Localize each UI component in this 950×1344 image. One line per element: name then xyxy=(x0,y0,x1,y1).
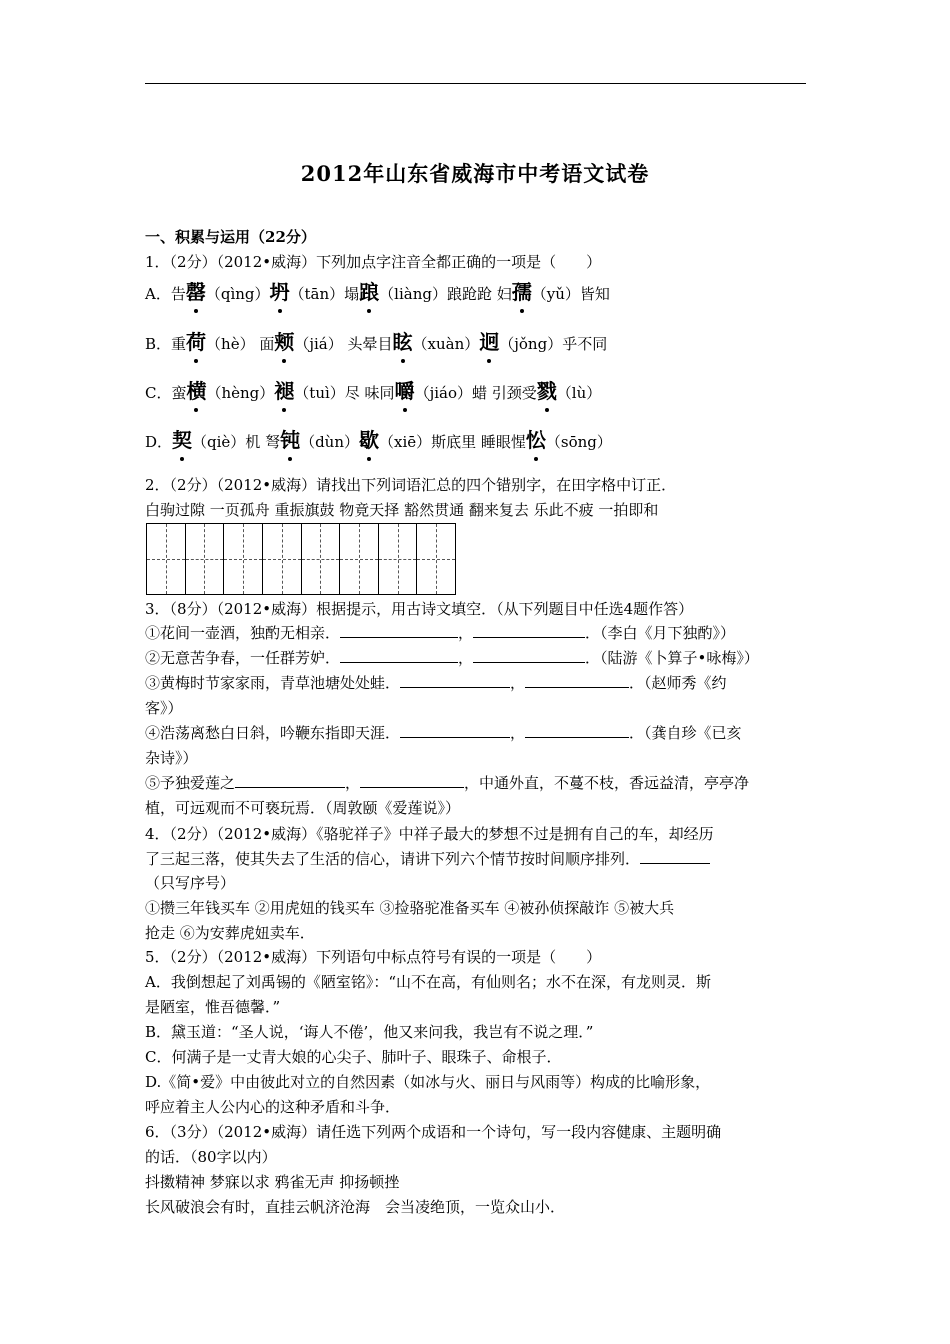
q3-item-2: ②无意苦争春，一任群芳妒． ， ．（陆游《卜算子•咏梅》） xyxy=(145,649,759,667)
q2-words: 白驹过隙 一页孤舟 重振旗鼓 物竟天择 豁然贯通 翻来复去 乐此不疲 一拍即和 xyxy=(145,501,659,519)
answer-blank[interactable] xyxy=(473,623,585,638)
q1-option-c: C．蛮横（hèng）褪（tuì）尽 味同嚼（jiáo）蜡 引颈受戮（lù） xyxy=(145,379,602,403)
grid-cell[interactable] xyxy=(223,523,262,595)
q3-item-3-cont: 客》） xyxy=(145,699,183,717)
q4-line-2: 了三起三落，使其失去了生活的信心，请讲下列六个情节按时间顺序排列． xyxy=(145,848,710,870)
q3-stem: 3．（8分）（2012•威海）根据提示，用古诗文填空．（从下列题目中任选4题作答） xyxy=(145,600,694,618)
q3-item-5-cont: 植，可远观而不可亵玩焉．（周敦颐《爱莲说》） xyxy=(145,799,461,817)
q2-stem: 2．（2分）（2012•威海）请找出下列词语汇总的四个错别字，在田字格中订正． xyxy=(145,476,677,494)
q5-option-d: D.《简•爱》中由彼此对立的自然因素（如冰与火、丽日与风雨等）构成的比喻形象， xyxy=(145,1073,711,1091)
section-heading: 一、积累与运用（22分） xyxy=(145,228,316,246)
grid-cell[interactable] xyxy=(378,523,417,595)
q3-item-3: ③黄梅时节家家雨，青草池塘处处蛙． ， ．（赵师秀《约 xyxy=(145,674,727,692)
answer-blank[interactable] xyxy=(400,723,510,738)
q5-option-a-cont: 是陋室，惟吾德馨．” xyxy=(145,998,281,1016)
q1-option-a: A．告罄（qìng）坍（tān）塌踉（liàng）踉跄跄 妇孺（yǔ）皆知 xyxy=(145,280,610,304)
q3-item-5: ⑤予独爱莲之 ， ，中通外直，不蔓不枝，香远益清，亭亭净 xyxy=(145,774,750,792)
q5-stem: 5．（2分）（2012•威海）下列语句中标点符号有误的一项是（ ） xyxy=(145,948,602,966)
grid-cell[interactable] xyxy=(301,523,340,595)
q6-poems: 长风破浪会有时，直挂云帆济沧海 会当凌绝顶，一览众山小． xyxy=(145,1198,566,1216)
q5-option-b: B．黛玉道：“圣人说，‘诲人不倦’，他又来问我，我岂有不说之理．” xyxy=(145,1023,594,1041)
answer-blank[interactable] xyxy=(525,723,629,738)
grid-cell[interactable] xyxy=(339,523,378,595)
answer-blank[interactable] xyxy=(473,648,585,663)
q5-option-c: C．何满子是一丈青大娘的心尖子、肺叶子、眼珠子、命根子． xyxy=(145,1048,562,1066)
q3-item-4-cont: 杂诗》） xyxy=(145,749,198,767)
header-rule xyxy=(145,83,806,84)
answer-blank[interactable] xyxy=(340,623,458,638)
q5-option-a: A．我倒想起了刘禹锡的《陋室铭》：“山不在高，有仙则名；水不在深，有龙则灵．斯 xyxy=(145,973,712,991)
grid-cell[interactable] xyxy=(262,523,301,595)
q6-line-2: 的话．（80字以内） xyxy=(145,1148,277,1166)
q3-item-1: ①花间一壶酒，独酌无相亲． ， ．（李白《月下独酌》） xyxy=(145,624,736,642)
grid-cell[interactable] xyxy=(146,523,185,595)
grid-cell[interactable] xyxy=(185,523,224,595)
page-title: 2012年山东省威海市中考语文试卷 xyxy=(300,161,650,186)
answer-blank[interactable] xyxy=(360,773,464,788)
tianzige-grid[interactable] xyxy=(146,523,456,595)
q3-item-4: ④浩荡离愁白日斜，吟鞭东指即天涯． ， ．（龚自珍《已亥 xyxy=(145,724,742,742)
answer-blank[interactable] xyxy=(235,773,345,788)
answer-blank[interactable] xyxy=(525,673,629,688)
q6-line-1: 6．（3分）（2012•威海）请任选下列两个成语和一个诗句，写一段内容健康、主题明确 xyxy=(145,1123,722,1141)
answer-blank[interactable] xyxy=(340,648,458,663)
q6-idioms: 抖擞精神 梦寐以求 鸦雀无声 抑扬顿挫 xyxy=(145,1173,400,1191)
q4-line-5: 抢走 ⑥为安葬虎妞卖车． xyxy=(145,924,315,942)
answer-blank[interactable] xyxy=(400,673,510,688)
answer-blank[interactable] xyxy=(640,849,710,864)
grid-cell[interactable] xyxy=(416,523,456,595)
q4-line-4: ①攒三年钱买车 ②用虎妞的钱买车 ③捡骆驼准备买车 ④被孙侦探敲诈 ⑤被大兵 xyxy=(145,899,675,917)
q5-option-d-cont: 呼应着主人公内心的这种矛盾和斗争． xyxy=(145,1098,401,1116)
q4-line-3: （只写序号） xyxy=(145,874,236,892)
q4-line-1: 4．（2分）（2012•威海）《骆驼祥子》中祥子最大的梦想不过是拥有自己的车，却经历 xyxy=(145,825,714,843)
q1-option-d: D．契（qiè）机 弩钝（dùn）歇（xiē）斯底里 睡眼惺忪（sōng） xyxy=(145,428,612,452)
q1-stem: 1．（2分）（2012•威海）下列加点字注音全都正确的一项是（ ） xyxy=(145,253,602,271)
q1-option-b: B．重荷（hè） 面颊（jiá） 头晕目眩（xuàn）迥（jǒng）乎不同 xyxy=(145,330,608,354)
